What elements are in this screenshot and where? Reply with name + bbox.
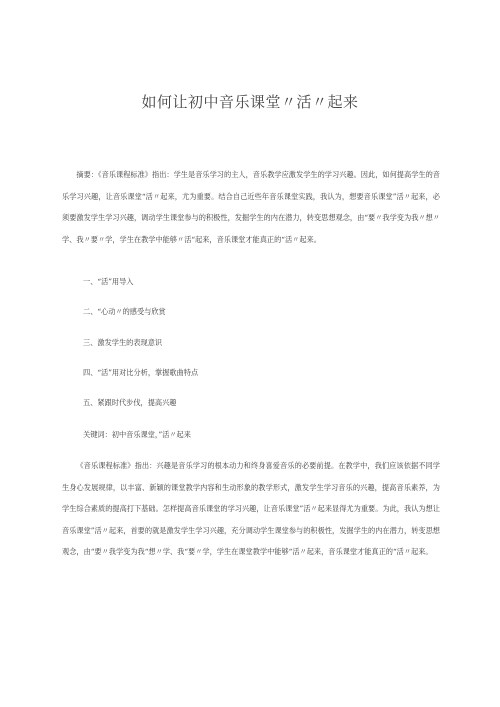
- outline-item-4: 四、“活”用对比分析，掌握歌曲特点: [83, 368, 199, 377]
- abstract-paragraph: 摘要：《音乐课程标准》指出：学生是音乐学习的主人，音乐教学应激发学生的学习兴趣。因此，如何提高学生的音乐学习兴趣，让音乐课堂“活〃起来，尤为重要。结合自己近些年音乐课堂实践，我认为，想要音乐课堂”活〃起来，必须要激发学生学习兴趣，调动学生课堂参与的积极性，发掘学生的内在潜力，转变思想观念，由“要〃我学变为我〃想〃学、我〃要〃学，学生在教学中能够〃活“起来，音乐课堂才能真正的“活〃起来。: [62, 170, 440, 244]
- body-paragraph: 《音乐课程标准》指出：兴趣是音乐学习的根本动力和终身喜爱音乐的必要前提。在教学中，我们应该依据不同学生身心发展规律，以丰富、新颖的课堂教学内容和生动形象的教学形式，激发学生学习音乐的兴趣，提高音乐素养，为学生综合素质的提高打下基础。怎样提高音乐课堂的学习兴趣，让音乐课堂”活〃起来显得尤为重要。为此，我认为想让音乐课堂”活〃起来，首要的就是激发学生学习兴趣，充分调动学生课堂参与的积极性，发掘学生的内在潜力，转变思想观念，由“要〃我学变为我“想〃学、我“要〃学，学生在课堂教学中能够“活〃起来，音乐课堂才能真正的“活〃起来。: [62, 461, 440, 557]
- outline-item-3: 三、激发学生的表现意识: [83, 338, 163, 347]
- outline-item-1: 一、“活”用导入: [83, 277, 134, 286]
- document-title: 如何让初中音乐课堂〃活〃起来: [141, 93, 359, 111]
- outline-item-2: 二、“心动〃的感受与欣赏: [83, 307, 166, 316]
- outline-item-5: 五、紧跟时代步伐，提高兴趣: [83, 398, 177, 407]
- keywords-line: 关键词：初中音乐课堂，”活〃起来: [83, 430, 191, 439]
